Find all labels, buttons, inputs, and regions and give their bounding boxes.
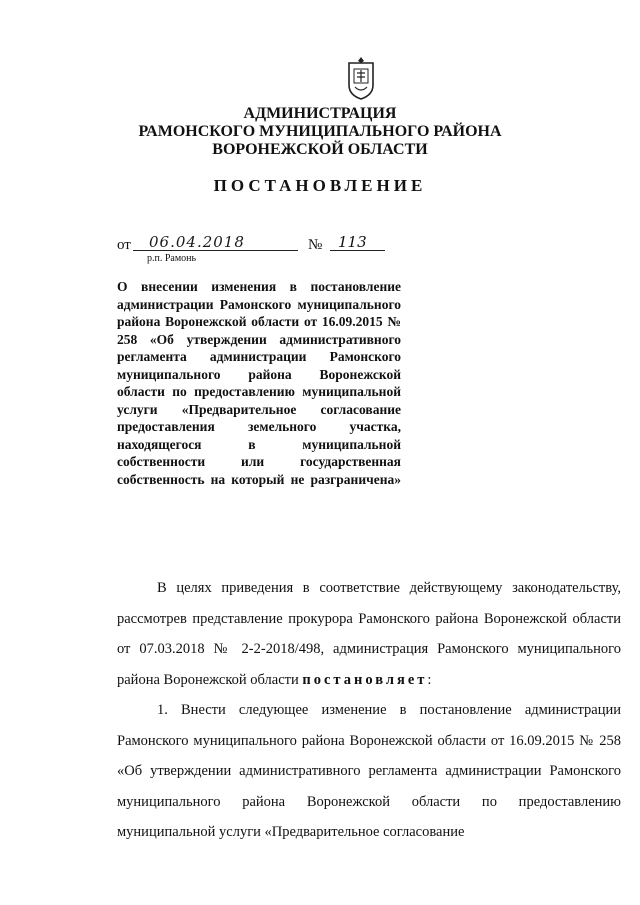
- coat-of-arms-emblem: [343, 55, 379, 101]
- issuer-line-3: ВОРОНЕЖСКОЙ ОБЛАСТИ: [212, 141, 428, 158]
- date-label: от: [117, 237, 131, 253]
- number-field: [330, 232, 385, 251]
- number-value: 113: [338, 233, 367, 251]
- date-field: [133, 232, 298, 251]
- paragraph-1-text: В целях приведения в соответствие действующему законодательству, рассмотрев представление прокурора Рамонского района Воронежской области от 07.03.2018 № 2-2-2018/498, администрация Рамонского муниципального района Воронежской области: [117, 580, 621, 688]
- issuer-line-2: РАМОНСКОГО МУНИЦИПАЛЬНОГО РАЙОНА: [138, 123, 502, 140]
- issuer-line-1: АДМИНИСТРАЦИЯ: [243, 105, 397, 122]
- place-label: р.п. Рамонь: [147, 253, 197, 264]
- document-type-title: ПОСТАНОВЛЕНИЕ: [213, 176, 427, 195]
- document-subject: О внесении изменения в постановление администрации Рамонского муниципального района Воронежской области от 16.09.2015 № 258 «Об утверждении административного регламента администрации Рамонского муниципального района Воронежской области по предоставлению муниципальной услуги «Предварительное согласование предоставления земельного участка, находящегося в муниципальной собственности или государственная собственность на который не разграничена»: [117, 279, 401, 487]
- decree-word: постановляет: [302, 671, 428, 688]
- document-body: [117, 573, 621, 848]
- paragraph-1-end: :: [427, 671, 432, 688]
- date-value: 06.04.2018: [149, 233, 245, 251]
- body-paragraph-2: 1. Внести следующее изменение в постановление администрации Рамонского муниципального района Воронежской области от 16.09.2015 № 258 «Об утверждении административного регламента администрации Рамонского муниципального района Воронежской области по предоставлению муниципальной услуги «Предварительное согласование: [117, 702, 621, 840]
- body-paragraph-1: [117, 573, 621, 695]
- number-label: №: [308, 237, 323, 253]
